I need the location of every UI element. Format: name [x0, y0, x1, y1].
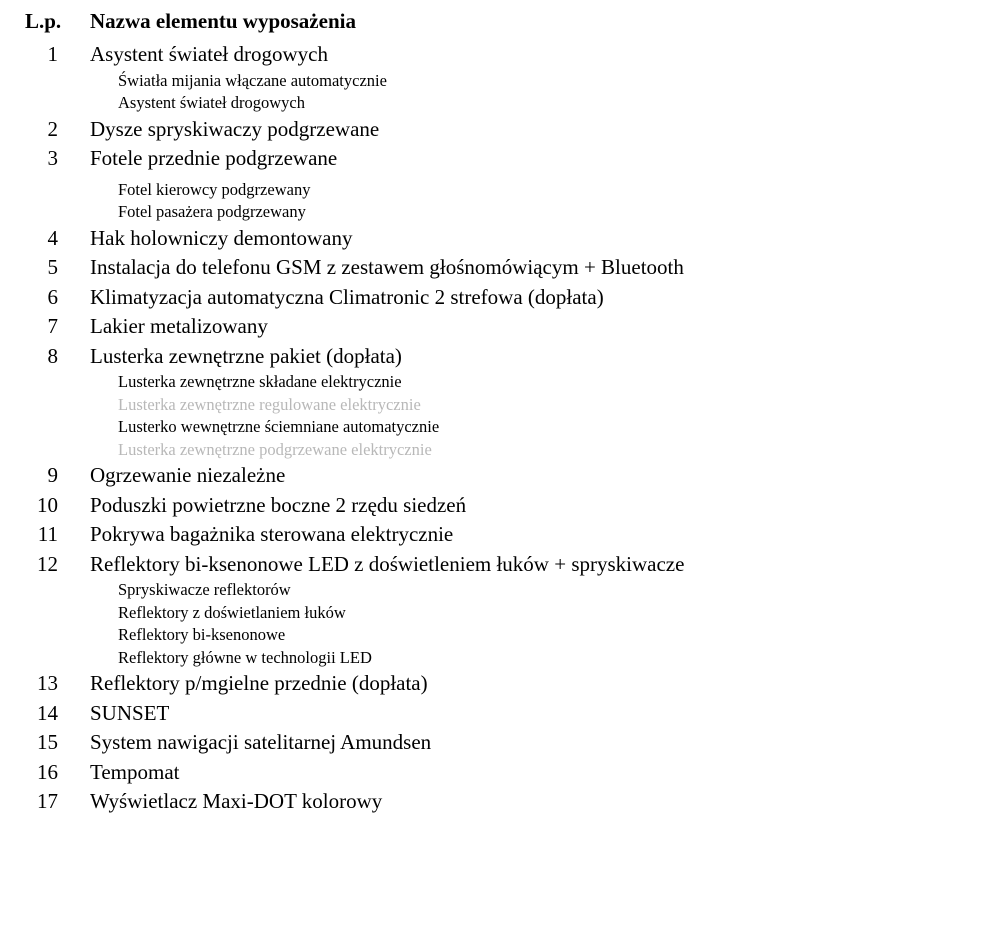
item-row: [0, 144, 1008, 174]
item-row: [0, 699, 1008, 729]
item-number: 9: [47, 463, 58, 487]
item-label: System nawigacji satelitarnej Amundsen: [90, 730, 432, 754]
item-row: [0, 224, 1008, 254]
list-item: [0, 40, 1008, 115]
sub-item-list: [0, 579, 1008, 669]
item-number: 6: [47, 284, 58, 309]
sub-item: Reflektory główne w technologii LED: [118, 647, 372, 667]
item-number: 4: [47, 225, 58, 250]
item-number: 17: [37, 789, 58, 813]
equipment-list: [0, 40, 1008, 817]
list-item: [0, 253, 1008, 283]
item-label: Hak holowniczy demontowany: [90, 225, 353, 250]
sub-item: Fotel pasażera podgrzewany: [118, 202, 306, 221]
list-item: [0, 283, 1008, 313]
list-item: [0, 342, 1008, 462]
item-number: 8: [47, 343, 58, 368]
table-header: [0, 6, 1008, 36]
item-row: [0, 253, 1008, 283]
sub-item-list: [0, 371, 1008, 461]
item-label: Poduszki powietrzne boczne 2 rzędu siedzeń: [90, 492, 467, 517]
item-number: 7: [47, 314, 58, 338]
item-number: 12: [37, 551, 58, 576]
item-label: Reflektory p/mgielne przednie (dopłata): [90, 671, 428, 695]
header-lp: L.p.: [25, 9, 62, 33]
item-label: Tempomat: [90, 759, 180, 784]
sub-item: Fotel kierowcy podgrzewany: [118, 179, 311, 199]
item-label: Ogrzewanie niezależne: [90, 463, 286, 487]
item-number: 11: [37, 522, 58, 546]
item-label: Lusterka zewnętrzne pakiet (dopłata): [90, 343, 402, 368]
item-label: Lakier metalizowany: [90, 314, 268, 338]
sub-item: Asystent świateł drogowych: [118, 93, 305, 112]
item-row: [0, 283, 1008, 313]
list-item: [0, 144, 1008, 224]
item-label: Fotele przednie podgrzewane: [90, 146, 338, 170]
item-row: [0, 758, 1008, 788]
list-item: [0, 461, 1008, 491]
item-number: 14: [37, 700, 58, 725]
item-number: 13: [37, 671, 58, 695]
sub-item: Reflektory bi-ksenonowe: [118, 625, 286, 644]
item-number: 1: [47, 42, 58, 66]
item-label: Asystent świateł drogowych: [90, 42, 328, 66]
list-item: [0, 550, 1008, 670]
list-item: [0, 699, 1008, 729]
list-item: [0, 728, 1008, 758]
item-number: 10: [37, 492, 58, 517]
item-label: Dysze spryskiwaczy podgrzewane: [90, 116, 380, 141]
item-label: Wyświetlacz Maxi-DOT kolorowy: [90, 789, 383, 813]
list-item: [0, 669, 1008, 699]
item-row: [0, 40, 1008, 70]
list-item: [0, 520, 1008, 550]
item-row: [0, 520, 1008, 550]
sub-item: Światła mijania włączane automatycznie: [118, 70, 387, 90]
sub-item: Lusterka zewnętrzne składane elektrycznie: [118, 372, 402, 391]
item-number: 2: [47, 116, 58, 141]
item-row: [0, 461, 1008, 491]
item-row: [0, 115, 1008, 145]
item-number: 15: [37, 730, 58, 754]
list-item: [0, 224, 1008, 254]
item-row: [0, 728, 1008, 758]
item-number: 3: [47, 146, 58, 170]
item-row: [0, 787, 1008, 817]
sub-item: Lusterka zewnętrzne podgrzewane elektrycznie: [118, 439, 432, 459]
item-label: Pokrywa bagażnika sterowana elektrycznie: [90, 522, 454, 546]
list-item: [0, 491, 1008, 521]
item-number: 5: [47, 255, 58, 279]
header-name: Nazwa elementu wyposażenia: [90, 9, 356, 33]
sub-item: Lusterka zewnętrzne regulowane elektrycznie: [118, 394, 421, 414]
list-item: [0, 787, 1008, 817]
item-label: Reflektory bi-ksenonowe LED z doświetleniem łuków + spryskiwacze: [90, 551, 685, 576]
item-row: [0, 342, 1008, 372]
sub-item: Spryskiwacze reflektorów: [118, 580, 291, 599]
sub-item-list: [0, 70, 1008, 115]
item-number: 16: [37, 759, 58, 784]
sub-item-list: [0, 174, 1008, 224]
item-label: SUNSET: [90, 700, 170, 725]
item-label: Instalacja do telefonu GSM z zestawem głośnomówiącym + Bluetooth: [90, 255, 684, 279]
list-item: [0, 115, 1008, 145]
item-row: [0, 669, 1008, 699]
item-row: [0, 491, 1008, 521]
sub-item: Reflektory z doświetlaniem łuków: [118, 602, 346, 622]
sub-item: Lusterko wewnętrzne ściemniane automatycznie: [118, 417, 440, 436]
item-row: [0, 312, 1008, 342]
list-item: [0, 312, 1008, 342]
item-label: Klimatyzacja automatyczna Climatronic 2 strefowa (dopłata): [90, 284, 604, 309]
list-item: [0, 758, 1008, 788]
item-row: [0, 550, 1008, 580]
